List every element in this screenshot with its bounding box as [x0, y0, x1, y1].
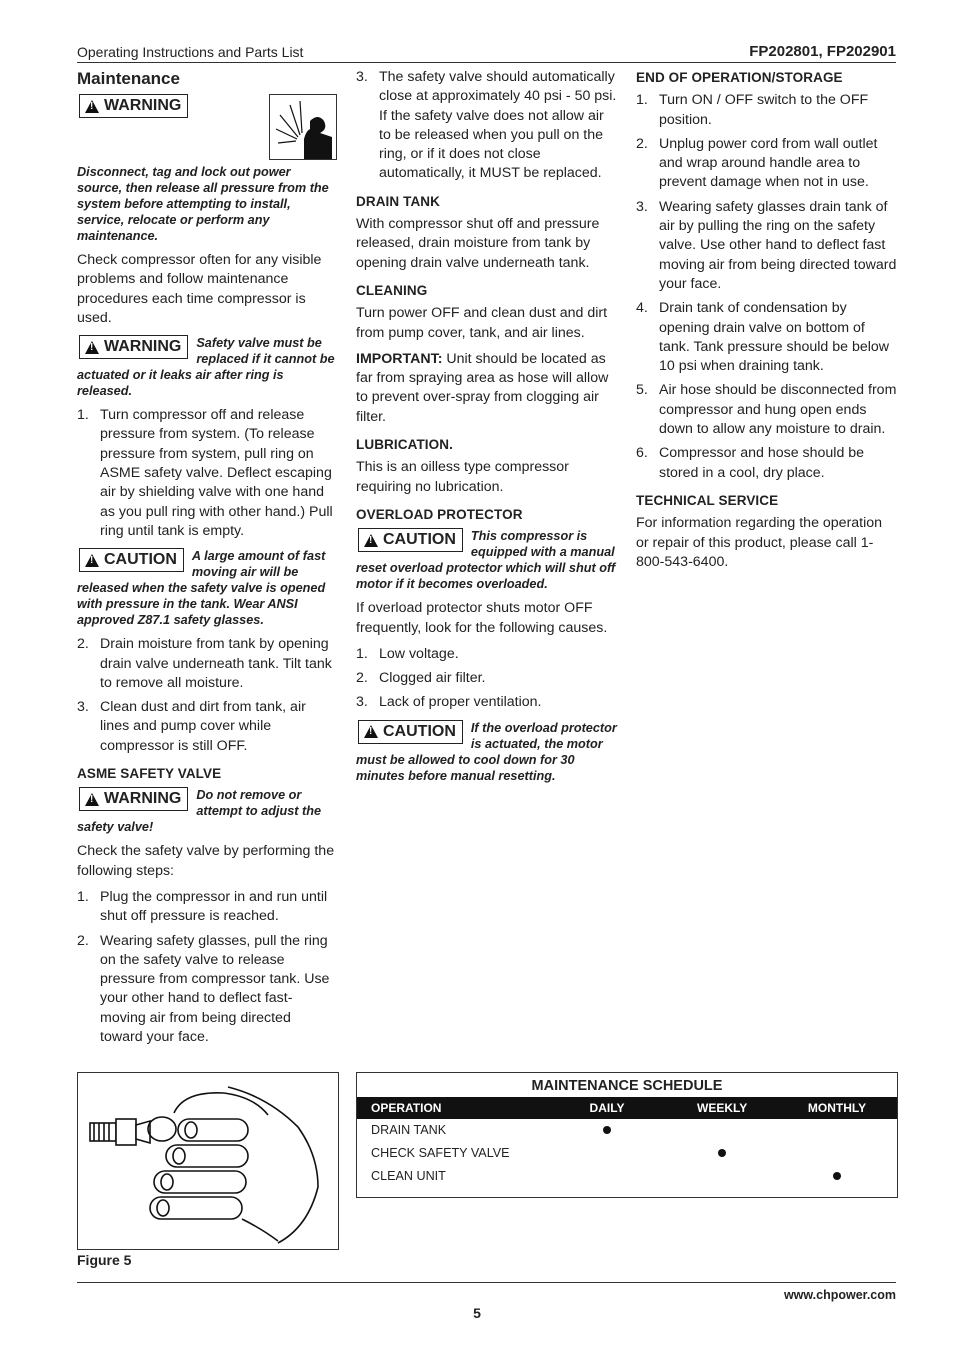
list-item: 2. Unplug power cord from wall outlet and wrap around handle area to prevent damage when not in use. — [636, 135, 878, 191]
table-header-row — [357, 1097, 897, 1119]
lubrication-text: This is an oilless type compressor requiring no lubrication. — [356, 459, 569, 495]
maintenance-steps — [77, 406, 337, 541]
page-number: 5 — [473, 1305, 481, 1321]
list-item: 5. Air hose should be disconnected from compressor and hung open ends down to allow any moisture to drain. — [636, 382, 897, 438]
warning-text: Safety valve must be replaced if it cannot be actuated or it leaks air after ring is released. — [77, 336, 335, 399]
column-header-weekly: WEEKLY — [697, 1101, 748, 1115]
figure-caption: Figure 5 — [77, 1252, 132, 1268]
column-3 — [636, 68, 898, 579]
alert-triangle-icon — [85, 793, 99, 806]
operation-cell: CHECK SAFETY VALVE — [371, 1146, 510, 1160]
storage-steps — [636, 91, 898, 483]
maintenance-steps-cont — [77, 635, 337, 756]
list-item: 1. Turn ON / OFF switch to the OFF position. — [636, 92, 869, 128]
document-title: Operating Instructions and Parts List — [77, 44, 304, 60]
section-heading-lubrication: LUBRICATION. — [356, 437, 453, 453]
warning-badge: ! WARNING — [79, 335, 188, 359]
warning-badge: ! WARNING — [79, 94, 188, 118]
warning-block-1 — [77, 94, 337, 244]
list-item: 3. Lack of proper ventilation. — [356, 694, 542, 711]
list-item: 6. Compressor and hose should be stored in a cool, dry place. — [636, 445, 865, 481]
caution-block-1 — [77, 548, 337, 628]
warning-text: Do not remove or attempt to adjust the safety valve! — [77, 788, 322, 835]
column-1 — [77, 68, 337, 1054]
warning-block-3 — [77, 787, 337, 835]
overload-intro: If overload protector shuts motor OFF frequently, look for the following causes. — [356, 600, 608, 636]
table-row — [357, 1142, 897, 1165]
table-row — [357, 1119, 897, 1142]
model-numbers: FP202801, FP202901 — [749, 43, 896, 60]
column-header-monthly: MONTHLY — [807, 1101, 867, 1115]
list-item: 2. Drain moisture from tank by opening drain valve underneath tank. Tilt tank to remove all moisture. — [77, 636, 332, 691]
warning-text: Disconnect, tag and lock out power source, then release all pressure from the system before attempting to install, service, relocate or perform any maintenance. — [77, 165, 329, 243]
operation-cell: CLEAN UNIT — [371, 1169, 446, 1183]
list-item: 1. Low voltage. — [356, 645, 459, 662]
caution-text: This compressor is equipped with a manual reset overload protector which will shut off motor if it becomes overloaded. — [356, 529, 616, 592]
cleaning-text: Turn power OFF and clean dust and dirt from pump cover, tank, and air lines. — [356, 305, 608, 341]
list-item: 3. The safety valve should automatically close at approximately 40 psi - 50 psi. If the safety valve does not allow air to be released when you pull on the ring, or if it does not close automatically, it MUST be replaced. — [356, 69, 617, 182]
caution-block-3 — [356, 720, 618, 784]
table-title: MAINTENANCE SCHEDULE — [531, 1078, 723, 1094]
daily-cell — [587, 1119, 627, 1142]
alert-triangle-icon — [85, 341, 99, 354]
table-row — [357, 1165, 897, 1188]
column-header-daily: DAILY — [589, 1101, 625, 1115]
section-heading-cleaning: CLEANING — [356, 282, 428, 298]
list-item: 1. Plug the compressor in and run until shut off pressure is reached. — [77, 888, 328, 925]
list-item: 3. Wearing safety glasses drain tank of air by pulling the ring on the safety valve. Use other hand to deflect fast moving air from being directed toward your face. — [636, 198, 897, 292]
asme-intro: Check the safety valve by performing the following steps: — [77, 843, 335, 879]
alert-triangle-icon — [364, 534, 378, 547]
bullet-dot-icon — [833, 1172, 841, 1180]
bullet-dot-icon — [718, 1149, 726, 1157]
warning-badge: ! WARNING — [79, 787, 188, 811]
section-heading-asme: ASME SAFETY VALVE — [77, 766, 222, 782]
technical-text: For information regarding the operation or repair of this product, please call 1-800-543-6400. — [636, 515, 883, 570]
operation-cell: DRAIN TANK — [371, 1123, 447, 1137]
caution-badge: ! CAUTION — [358, 720, 463, 744]
pressure-hazard-icon — [269, 94, 337, 160]
list-item: 1. Turn compressor off and release pressure from system. (To release pressure from system, pull ring on ASME safety valve. Deflect escaping air by shielding valve with one hand as you pull ring with other hand.) Pull ring until tank is empty. — [77, 407, 333, 539]
important-note: IMPORTANT: Unit should be located as far from spraying area as hose will allow to prevent over-spray from clogging air filter. — [356, 350, 609, 425]
asme-steps-cont — [356, 68, 618, 184]
bullet-dot-icon — [603, 1126, 611, 1134]
column-2 — [356, 68, 618, 791]
page-footer — [77, 1282, 896, 1302]
section-heading-maintenance: Maintenance — [77, 69, 180, 88]
caution-badge: ! CAUTION — [79, 548, 184, 572]
figure-5-box — [77, 1072, 339, 1250]
list-item: 3. Clean dust and dirt from tank, air lines and pump cover while compressor is still OFF. — [77, 699, 306, 754]
column-header-operation: OPERATION — [371, 1101, 442, 1115]
section-heading-technical: TECHNICAL SERVICE — [636, 492, 779, 508]
list-item: 2. Wearing safety glasses, pull the ring on the safety valve to release pressure from compressor tank. Use your other hand to deflect fast-moving air from being directed toward your face. — [77, 932, 330, 1046]
caution-badge: ! CAUTION — [358, 528, 463, 552]
website-url: www.chpower.com — [783, 1288, 896, 1302]
maintenance-schedule-table — [356, 1072, 898, 1198]
list-item: 2. Clogged air filter. — [356, 670, 486, 687]
alert-triangle-icon — [364, 725, 378, 738]
page-header — [77, 42, 896, 63]
monthly-cell — [807, 1165, 867, 1188]
alert-triangle-icon — [85, 554, 99, 567]
maintenance-intro: Check compressor often for any visible problems and follow maintenance procedures each time compressor is used. — [77, 252, 322, 326]
drain-text: With compressor shut off and pressure released, drain moisture from tank by opening drain valve underneath tank. — [356, 216, 600, 271]
warning-block-2 — [77, 335, 337, 399]
overload-causes — [356, 645, 618, 713]
section-heading-drain: DRAIN TANK — [356, 193, 440, 209]
caution-text: If the overload protector is actuated, the motor must be allowed to cool down for 30 minutes before manual resetting. — [356, 720, 617, 783]
list-item: 4. Drain tank of condensation by opening drain valve on bottom of tank. Tank pressure should be below 10 psi when draining tank. — [636, 300, 890, 375]
section-heading-storage: END OF OPERATION/STORAGE — [636, 70, 843, 85]
hand-pulling-safety-valve-illustration — [78, 1073, 338, 1249]
asme-steps — [77, 888, 337, 1047]
weekly-cell — [697, 1142, 747, 1165]
caution-text: A large amount of fast moving air will be released when the safety valve is opened with pressure in the tank. Wear ANSI approved Z87.1 safety glasses. — [77, 549, 326, 628]
alert-triangle-icon — [85, 100, 99, 113]
table-body — [357, 1119, 897, 1188]
caution-block-2 — [356, 528, 618, 592]
section-heading-overload: OVERLOAD PROTECTOR — [356, 506, 523, 522]
